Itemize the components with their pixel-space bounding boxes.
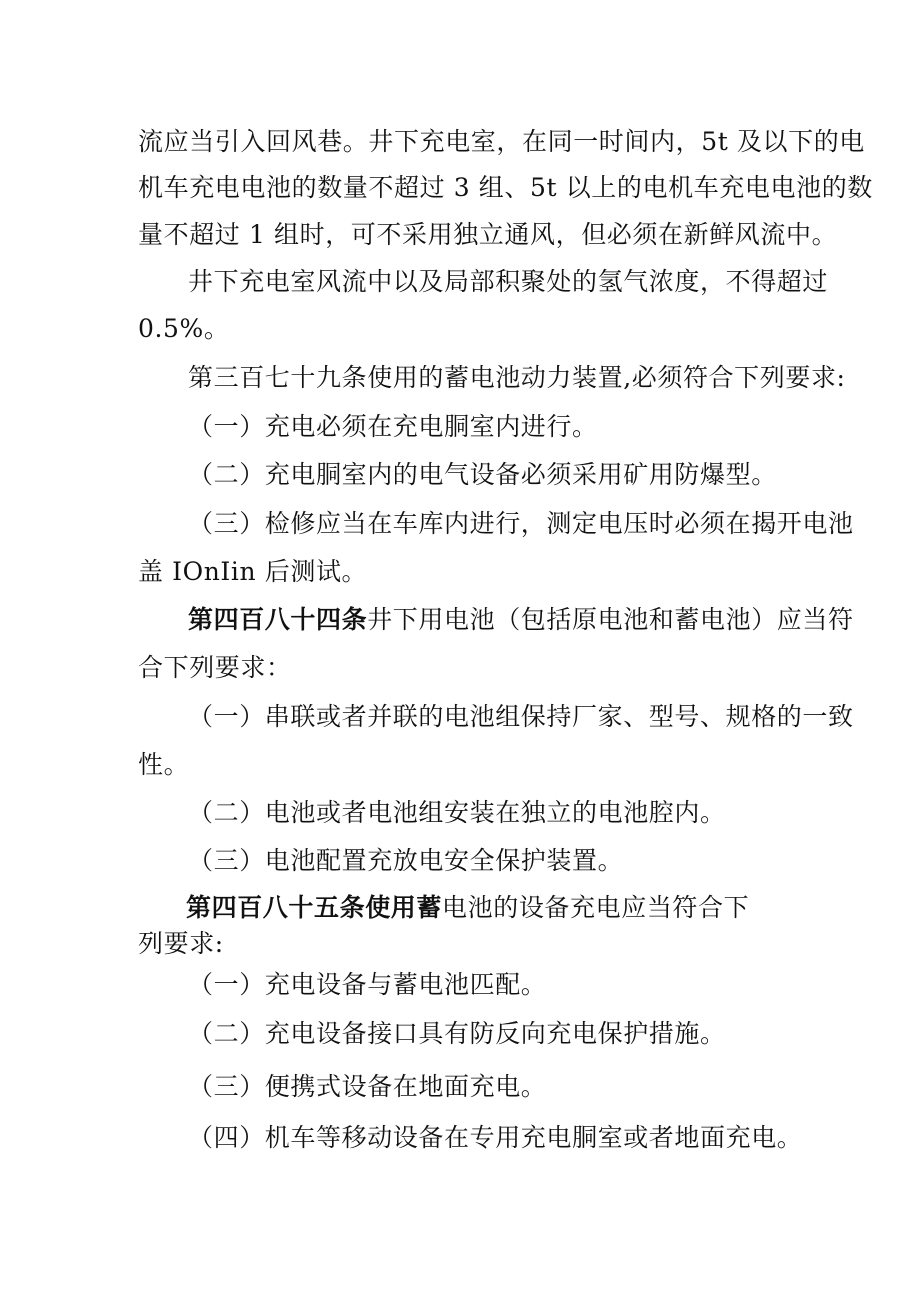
list-item: （二）电池或者电池组安装在独立的电池腔内。 bbox=[188, 798, 726, 827]
article-485-title: 第四百八十五条使用蓄 bbox=[186, 893, 443, 922]
paragraph-line: 盖 IOnIin 后测试。 bbox=[138, 557, 368, 586]
list-item: （一）充电设备与蓄电池匹配。 bbox=[188, 970, 547, 999]
paragraph-line: 量不超过 1 组时，可不采用独立通风，但必须在新鲜风流中。 bbox=[138, 220, 838, 249]
list-item: （一）充电必须在充电胴室内进行。 bbox=[188, 412, 598, 441]
paragraph-line: 井下充电室风流中以及局部积聚处的氢气浓度，不得超过 bbox=[188, 267, 829, 296]
article-485-line bbox=[186, 892, 749, 924]
paragraph-line: 机车充电电池的数量不超过 3 组、5t 以上的电机车充电电池的数 bbox=[138, 173, 873, 202]
list-item: （一）串联或者并联的电池组保持厂家、型号、规格的一致 bbox=[188, 702, 854, 731]
paragraph-line: 0.5%。 bbox=[138, 314, 230, 343]
list-item: （二）充电胴室内的电气设备必须采用矿用防爆型。 bbox=[188, 460, 777, 489]
list-item: （二）充电设备接口具有防反向充电保护措施。 bbox=[188, 1019, 726, 1048]
list-item: （三）电池配置充放电安全保护装置。 bbox=[188, 846, 624, 875]
article-484-text: 井下用电池（包括原电池和蓄电池）应当符 bbox=[367, 605, 854, 634]
paragraph-line: 流应当引入回风巷。井下充电室，在同一时间内，5t 及以下的电 bbox=[138, 127, 865, 156]
list-item: （三）检修应当在车库内进行，测定电压时必须在揭开电池 bbox=[188, 509, 854, 538]
paragraph-line: 性。 bbox=[138, 750, 190, 779]
paragraph-line: 列要求: bbox=[138, 929, 224, 958]
article-484-title: 第四百八十四条 bbox=[188, 605, 368, 634]
list-item: （四）机车等移动设备在专用充电胴室或者地面充电。 bbox=[188, 1123, 803, 1152]
list-item: （三）便携式设备在地面充电。 bbox=[188, 1072, 547, 1101]
paragraph-line: 合下列要求： bbox=[138, 653, 292, 682]
article-379-heading: 第三百七十九条使用的蓄电池动力装置,必须符合下列要求: bbox=[188, 363, 846, 392]
article-484-line bbox=[188, 604, 854, 636]
article-485-text: 电池的设备充电应当符合下 bbox=[442, 893, 750, 922]
